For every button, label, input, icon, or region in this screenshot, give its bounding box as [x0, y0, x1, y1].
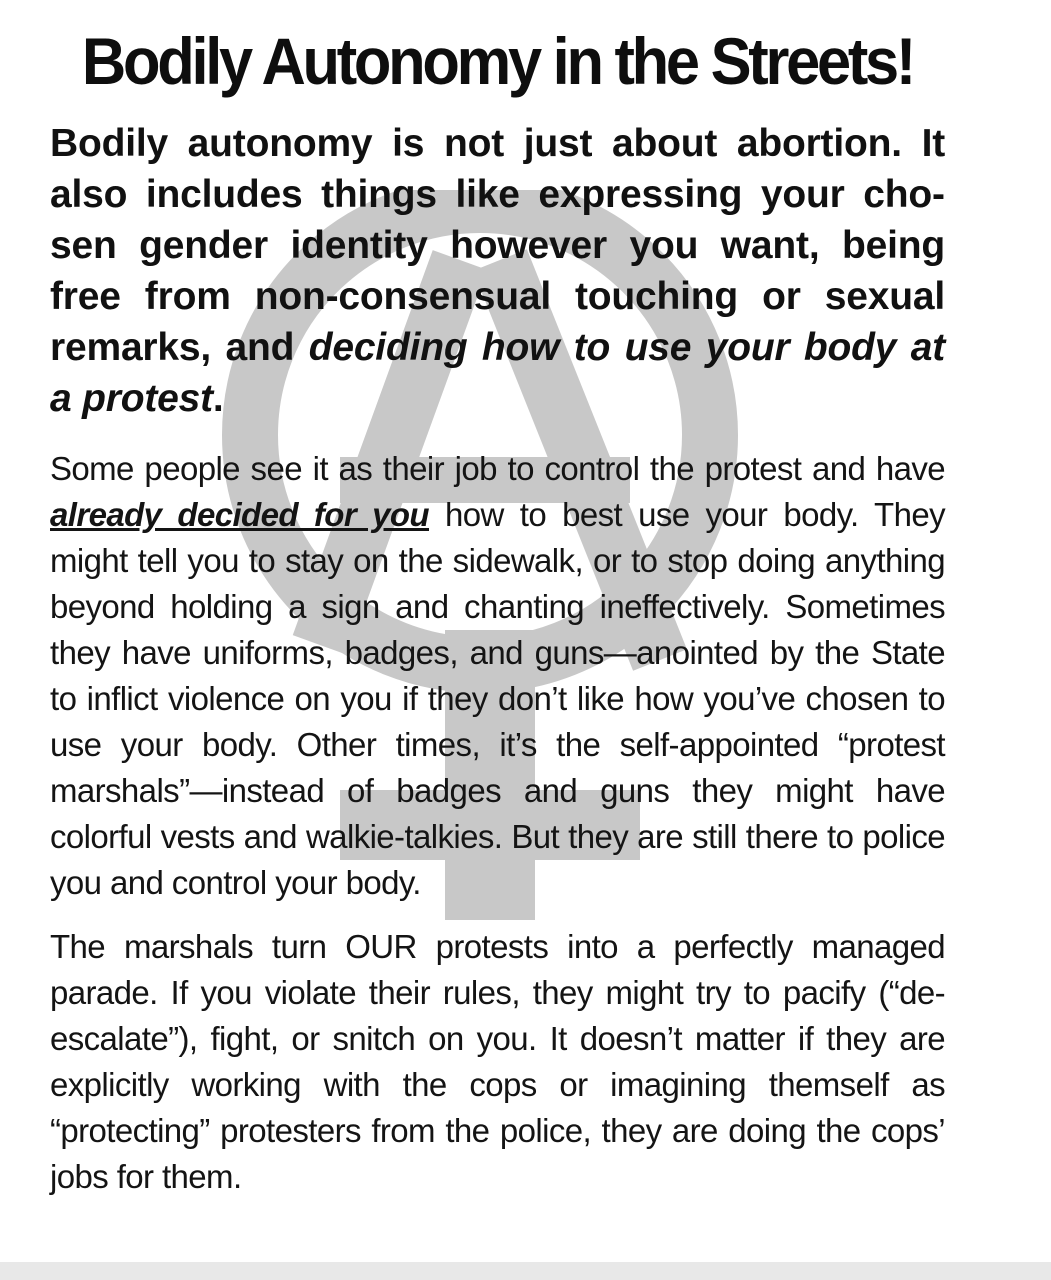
page-title: Bodily Autonomy in the Streets!: [81, 24, 914, 98]
paragraph-1-start: Some people see it as their job to control the protest and have: [50, 450, 945, 487]
lead-emphasis: deciding how to use your body at a protest: [50, 326, 945, 420]
article: [50, 22, 945, 1218]
body-paragraph-1: [50, 446, 945, 906]
lead-text: Bodily autonomy is not just about abortion. It also includes things like expressing your chosen gender identity however you want, being free from non-consensual touching or sexual remarks, and: [50, 122, 945, 369]
lead-end: .: [212, 377, 224, 420]
page-bottom-edge: [0, 1262, 1051, 1280]
paragraph-1-rest: how to best use your body. They might tell you to stay on the sidewalk, or to stop doing anything beyond holding a sign and chanting ineffectively. Sometimes they have uniforms, badges, and guns—anointed by the State to inflict violence on you if they don’t like how you’ve chosen to use your body. Other times, it’s the self-appointed “protest marshals”—instead of badges and guns they might have colorful vests and walkie-talkies. But they are still there to police you and control your body.: [50, 496, 945, 901]
lead-paragraph: [50, 118, 945, 424]
body-paragraph-2: The marshals turn OUR protests into a perfectly managed parade. If you violate their rules, they might try to pacify (“de-escalate”), fight, or snitch on you. It doesn’t matter if they are explicitly working with the cops or imagining themself as “protecting” protesters from the police, they are doing the cops’ jobs for them.: [50, 928, 945, 1195]
paragraph-1-emphasis: already decided for you: [50, 496, 429, 533]
